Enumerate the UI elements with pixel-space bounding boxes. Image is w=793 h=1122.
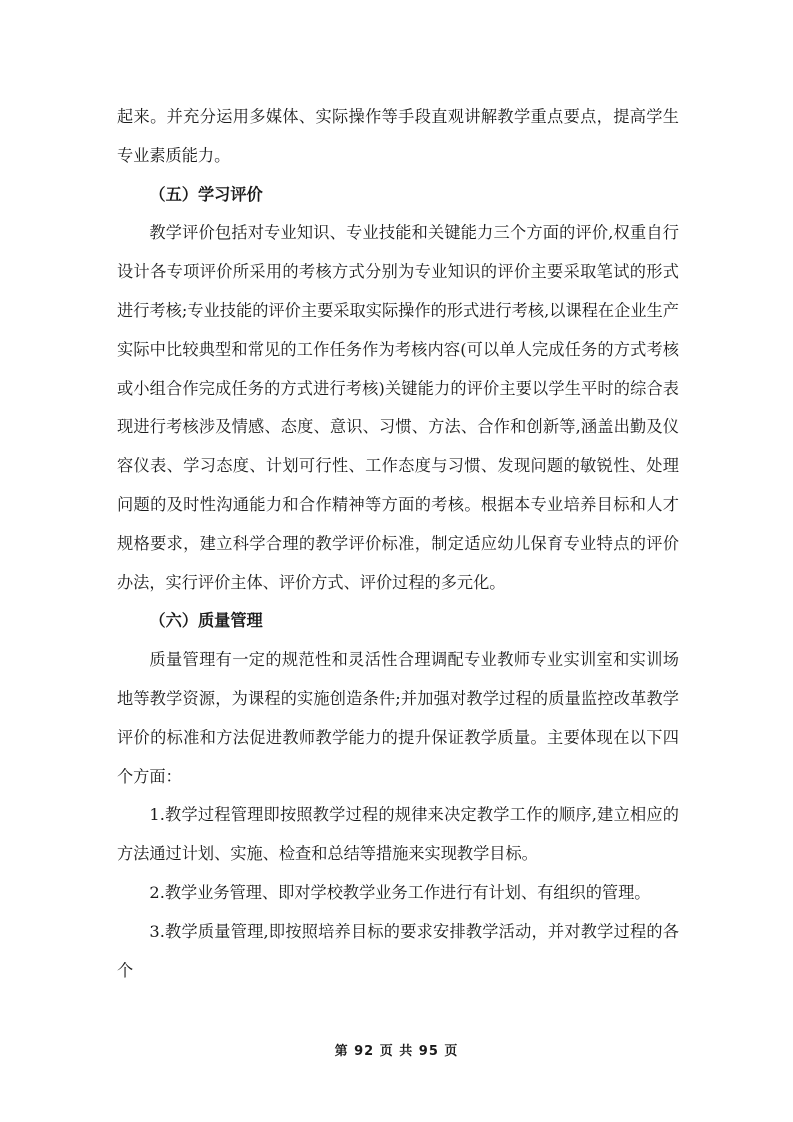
page-number-footer: 第 92 页 共 95 页 <box>334 1044 459 1059</box>
paragraph-quality-management: 质量管理有一定的规范性和灵活性合理调配专业教师专业实训室和实训场地等教学资源，为课程的实施创造条件;并加强对教学过程的质量监控改革教学评价的标准和方法促进教师教学能力的提升保证教学质量。主要体现在以下四个方面： <box>117 650 679 786</box>
section-heading-learning-evaluation: （五）学习评价 <box>149 184 263 204</box>
paragraph-evaluation: 教学评价包括对专业知识、专业技能和关键能力三个方面的评价,权重自行设计各专项评价所采用的考核方式分别为专业知识的评价主要采取笔试的形式进行考核;专业技能的评价主要采取实际操作的形式进行考核,以课程在企业生产实际中比较典型和常见的工作任务作为考核内容(可以单人完成任务的方式考核或小组合作完成任务的方式进行考核)关键能力的评价主要以学生平时的综合表现进行考核涉及情感、态度、意识、习惯、方法、合作和创新等,涵盖出勤及仪容仪表、学习态度、计划可行性、工作态度与习惯、发现问题的敏锐性、处理问题的及时性沟通能力和合作精神等方面的考核。根据本专业培养目标和人才规格要求，建立科学合理的教学评价标准，制定适应幼儿保育专业特点的评价办法，实行评价主体、评价方式、评价过程的多元化。 <box>117 223 679 592</box>
paragraph-continuation: 起来。并充分运用多媒体、实际操作等手段直观讲解教学重点要点，提高学生专业素质能力。 <box>117 107 679 165</box>
list-item-quality-management: 3.教学质量管理,即按照培养目标的要求安排教学活动，并对教学过程的各个 <box>117 921 679 980</box>
list-item-business-management: 2.教学业务管理、即对学校教学业务工作进行有计划、有组织的管理。 <box>149 882 651 902</box>
section-heading-quality-management: （六）质量管理 <box>149 611 263 631</box>
document-body <box>117 98 679 990</box>
list-item-process-management: 1.教学过程管理即按照教学过程的规律来决定教学工作的顺序,建立相应的方法通过计划、实施、检查和总结等措施来实现教学目标。 <box>117 805 679 864</box>
